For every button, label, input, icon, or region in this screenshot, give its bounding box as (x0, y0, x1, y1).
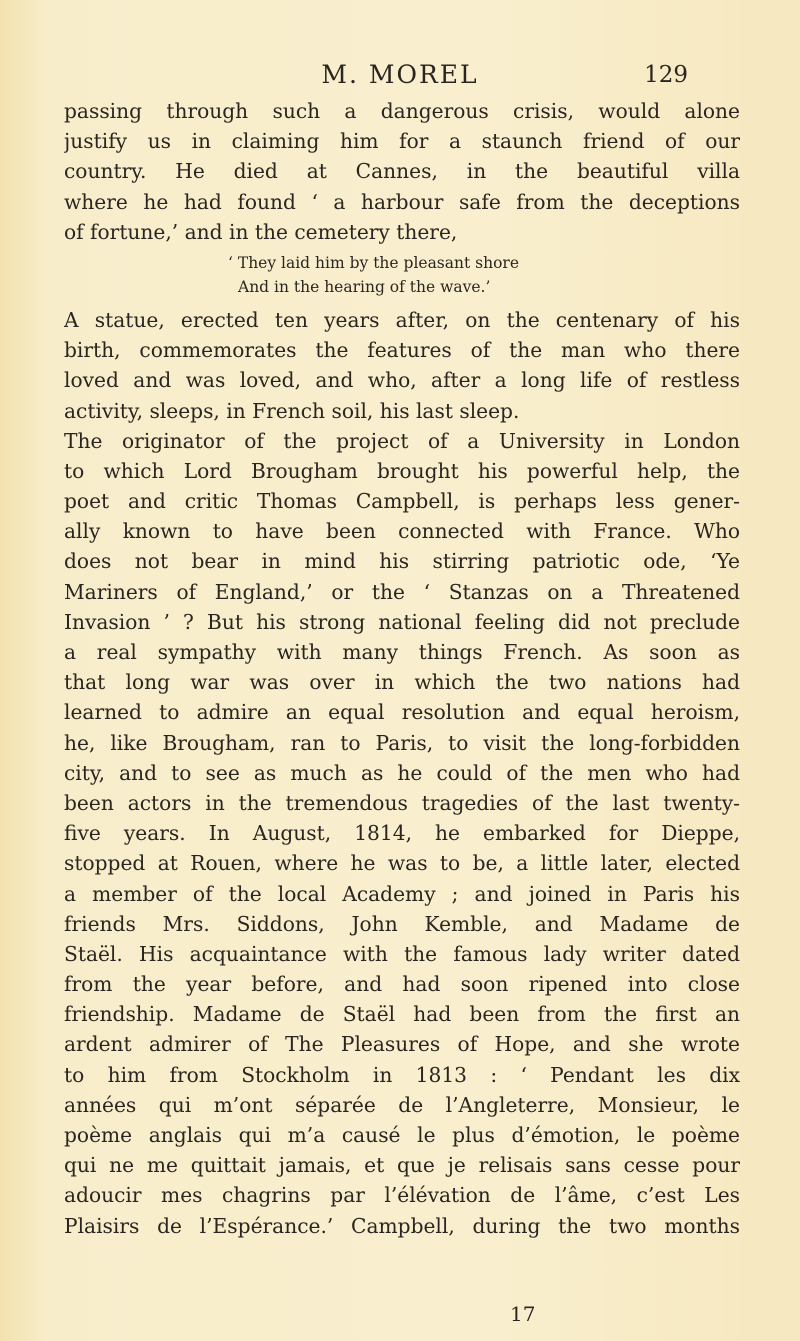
poem-line: ‘ They laid him by the pleasant shore (228, 253, 519, 272)
text-line: he, like Brougham, ran to Paris, to visit the long-forbidden (64, 730, 740, 755)
text-line: qui ne me quittait jamais, et que je relisais sans cesse pour (64, 1153, 740, 1178)
body-text (64, 96, 740, 1241)
page-number: 129 (644, 62, 688, 88)
poem-line: And in the hearing of the wave.’ (238, 277, 491, 296)
paragraph-2 (64, 305, 740, 426)
text-line: loved and was loved, and who, after a long life of restless (64, 368, 740, 393)
text-line: been actors in the tremendous tragedies of the last twenty- (64, 790, 740, 815)
text-line: poème anglais qui m’a causé le plus d’émotion, le poème (64, 1123, 740, 1147)
text-line: adoucir mes chagrins par l’élévation de l’âme, c’est Les (64, 1183, 740, 1208)
text-line: city, and to see as much as he could of the men who had (64, 760, 740, 785)
signature-mark: 17 (510, 1302, 536, 1326)
text-line: années qui m’ont séparée de l’Angleterre, Monsieur, le (64, 1092, 740, 1117)
text-line: Staël. His acquaintance with the famous lady writer dated (64, 941, 740, 966)
text-line: that long war was over in which the two nations had (64, 670, 740, 695)
text-line: friends Mrs. Siddons, John Kemble, and Madame de (64, 911, 740, 936)
text-line: learned to admire an equal resolution and equal heroism, (64, 700, 740, 725)
text-line: a member of the local Academy ; and joined in Paris his (64, 881, 740, 906)
text-line: from the year before, and had soon ripened into close (64, 972, 740, 997)
text-line: passing through such a dangerous crisis, would alone (64, 99, 740, 123)
text-line: to him from Stockholm in 1813 : ‘ Pendant les dix (64, 1062, 740, 1087)
running-header (0, 58, 800, 92)
text-line: a real sympathy with many things French. As soon as (64, 640, 740, 664)
text-line: poet and critic Thomas Campbell, is perhaps less gener- (64, 489, 740, 514)
text-line: Invasion ’ ? But his strong national feeling did not preclude (64, 609, 740, 634)
running-title: M. MOREL (321, 60, 479, 89)
text-line: five years. In August, 1814, he embarked for Dieppe, (64, 821, 740, 846)
text-line: where he had found ‘ a harbour safe from the deceptions (64, 189, 740, 214)
text-line: country. He died at Cannes, in the beautiful villa (64, 159, 740, 184)
paragraph-3 (64, 426, 740, 1241)
poem-quote (64, 251, 740, 299)
text-line: does not bear in mind his stirring patriotic ode, ‘Ye (64, 549, 740, 574)
text-line: of fortune,’ and in the cemetery there, (64, 219, 458, 244)
text-line: birth, commemorates the features of the man who there (64, 338, 740, 363)
text-line: activity, sleeps, in French soil, his last sleep. (64, 398, 520, 423)
text-line: justify us in claiming him for a staunch friend of our (64, 129, 740, 154)
text-line: Mariners of England,’ or the ‘ Stanzas on a Threatened (64, 579, 740, 604)
text-line: ardent admirer of The Pleasures of Hope, and she wrote (64, 1032, 740, 1057)
text-line: The originator of the project of a University in London (64, 428, 740, 453)
text-line: A statue, erected ten years after, on the centenary of his (64, 307, 740, 332)
text-line: Plaisirs de l’Espérance.’ Campbell, during the two months (64, 1213, 740, 1238)
text-line: stopped at Rouen, where he was to be, a little later, elected (64, 851, 740, 876)
text-line: ally known to have been connected with France. Who (64, 519, 740, 544)
paragraph-1 (64, 96, 740, 247)
text-line: friendship. Madame de Staël had been from the first an (64, 1002, 740, 1027)
text-line: to which Lord Brougham brought his powerful help, the (64, 458, 740, 483)
